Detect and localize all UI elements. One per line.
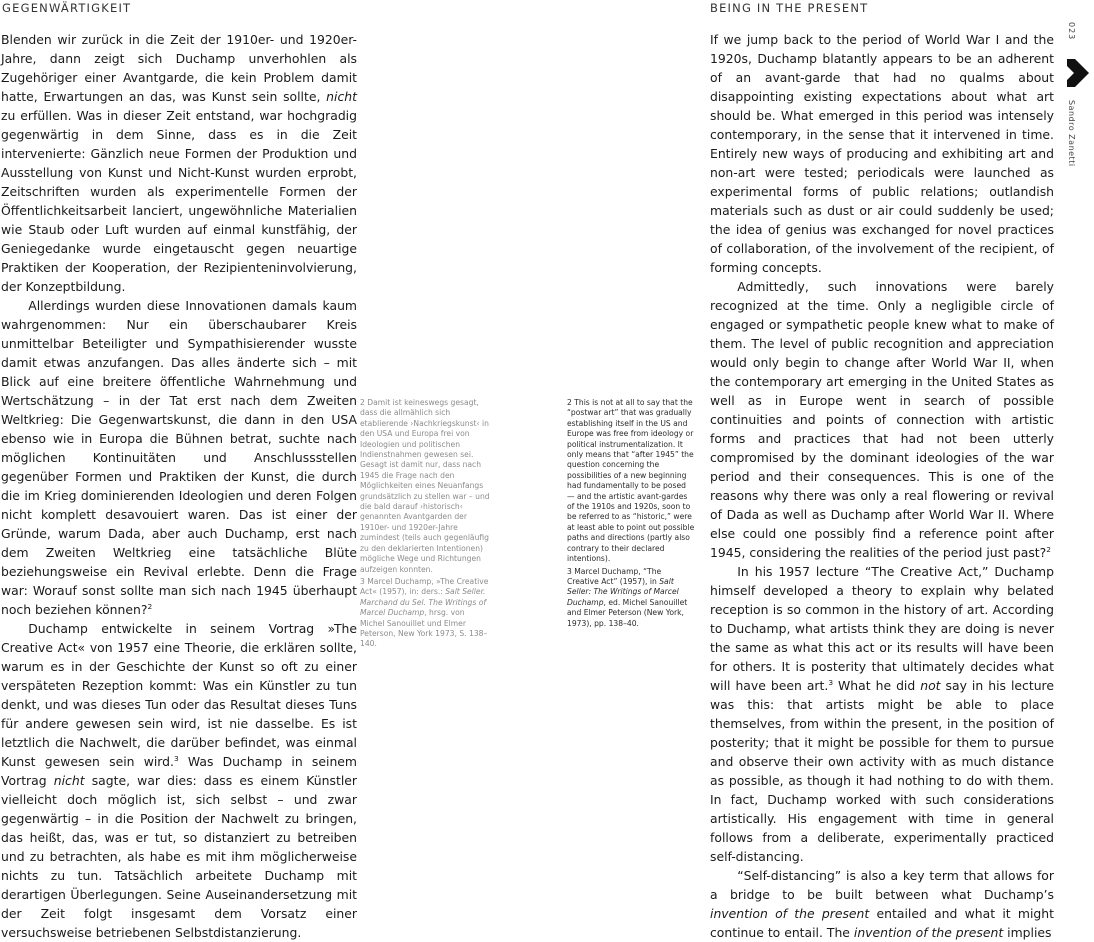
- footnote-ref: 3: [828, 677, 834, 687]
- author-name: Sandro Zanetti: [1067, 100, 1076, 167]
- english-text-column: [710, 30, 1054, 942]
- footnote-ref: 3: [173, 753, 179, 763]
- running-head-right: BEING IN THE PRESENT: [710, 1, 869, 15]
- footnote-ref: 2: [147, 601, 153, 611]
- paragraph: Admittedly, such innovations were barely recognized at the time. Only a negligible circle of engaged or sympathetic people knew what to make of them. The level of public recognition and appreciation would only begin to change after World War II, when the contemporary art emerging in the United States as well as in Europe went in search of possible continuities and points of connection with artistic forms and practices that had not been utterly compromised by the dominant ideologies of the war period and their consequences. This is one of the reasons why there was only a real flowering or revival of Dada as well as Duchamp after World War II. Where else could one possibly find a reference point after 1945, considering the realities of the period just past?$^2$: [710, 279, 1054, 560]
- paragraph: Blenden wir zurück in die Zeit der 1910er- und 1920er-Jahre, dann zeigt sich Duchamp unverhohlen als Zugehöriger einer Avantgarde, die kein Problem damit hatte, Erwartungen an das, was Kunst sein sollte, nicht zu erfüllen. Was in dieser Zeit entstand, war hochgradig gegenwärtig in dem Sinne, dass es in die Zeit intervenierte: Gänzlich neue Formen der Produktion und Ausstellung von Kunst und Nicht-Kunst wurden erprobt, Zeitschriften wurden als experimentelle Formen der Öffentlichkeitsarbeit lanciert, ungewöhnliche Materialien wie Staub oder Luft wurden auf einmal kunstfähig, der Geniegedanke wurde eingetauscht gegen neuartige Praktiken der Kooperation, der Rezipienteninvolvierung, der Konzeptbildung.: [1, 32, 357, 294]
- footnote: 3 Marcel Duchamp, »The Creative Act« (1957), in: ders.: Salt Seller. Marchand du Sel. The Writings of Marcel Duchamp, hrsg. von Michel Sanouillet und Elmer Peterson, New York 1973, S. 138–140.: [360, 576, 489, 649]
- footnote-ref: 2: [1046, 544, 1051, 554]
- german-text-column: [1, 30, 357, 942]
- paragraph: In his 1957 lecture “The Creative Act,” Duchamp himself developed a theory to explain why belated reception is so common in the history of art. According to Duchamp, what artists think they are doing is never the same as what this act or its results will have been for others. It is posterity that ultimately decides what will have been art.$^3$ What he did not say in his lecture was this: that artists might be able to place themselves, from within the present, in the position of posterity; that it might be possible for them to pursue and observe their own activity with as much distance as possible, as though it had nothing to do with them. In fact, Duchamp worked with such considerations artistically. His engagement with time in general follows from a deliberate, experimentally practiced self-distancing.: [710, 564, 1054, 864]
- paragraph: Duchamp entwickelte in seinem Vortrag »The Creative Act« von 1957 eine Theorie, die erklären sollte, warum es in der Geschichte der Kunst so oft zu einer verspäteten Rezeption kommt: Was ein Künstler zu tun denkt, und was dieses Tun oder das Resultat dieses Tuns für andere gewesen sein wird, ist nie dasselbe. Es ist letztlich die Nachwelt, die darüber befindet, was einmal Kunst gewesen sein wird.$^3$ Was Duchamp in seinem Vortrag nicht sagte, war dies: dass es einem Künstler vielleicht doch möglich ist, sich selbst – und zwar gegenwärtig – in die Position der Nachwelt zu bringen, das heißt, das, was er tut, so distanziert zu betreiben und zu betrachten, als habe es mit ihm möglicherweise nichts zu tun. Tatsächlich arbeitete Duchamp mit derartigen Überlegungen. Seine Auseinandersetzung mit der Zeit folgt insgesamt dem Vorsatz einer versuchsweise betriebenen Selbstdistanzierung.: [1, 621, 357, 940]
- paragraph: Allerdings wurden diese Innovationen damals kaum wahrgenommen: Nur ein überschaubarer Kreis unmittelbar Beteiligter und Sympathisierender wusste damit etwas anzufangen. Das alles änderte sich – mit Blick auf eine breitere öffentliche Wahrnehmung und Wertschätzung – in der Tat erst nach dem Zweiten Weltkrieg: Die Gegenwartskunst, die dann in den USA ebenso wie in Europa die Bühnen betrat, suchte nach möglichen Kontinuitäten und Anschlussstellen gegenüber Formen und Praktiken der Kunst, die durch die im Krieg dominierenden Ideologien und deren Folgen nicht komplett desavouiert waren. Das ist einer der Gründe, warum Dada, aber auch Duchamp, erst nach dem Zweiten Weltkrieg eine tatsächliche Blüte beziehungsweise ein Revival erlebte. Denn die Frage war: Worauf sonst sollte man sich nach 1945 überhaupt noch beziehen können?$^2$: [1, 298, 357, 617]
- paragraph: If we jump back to the period of World War I and the 1920s, Duchamp blatantly appears to be an adherent of an avant-garde that had no qualms about disappointing existing expectations about what art should be. What emerged in this period was intensely contemporary, in the sense that it intervened in time. Entirely new ways of producing and exhibiting art and non-art were tested; periodicals were launched as experimental forms of public relations; outlandish materials such as dust or air could suddenly be used; the idea of genius was exchanged for novel practices of collaboration, of the involvement of the recipient, of forming concepts.: [710, 32, 1054, 275]
- english-footnotes: [567, 398, 695, 631]
- german-footnotes: [360, 398, 490, 652]
- publisher-logo-icon: [1066, 58, 1090, 88]
- paragraph: “Self-distancing” is also a key term that allows for a bridge to be built between what Duchamp’s invention of the present entailed and what it might continue to entail. The invention of the present implies: [710, 868, 1054, 940]
- footnote: 2 Damit ist keineswegs gesagt, dass die allmählich sich etablierende ›Nachkriegskunst‹ in den USA und Europa frei von Ideologien und politischen Indienstnahmen gewesen sei. Gesagt ist damit nur, dass nach 1945 die Frage nach den Möglichkeiten eines Neuanfangs grundsätzlich zu stellen war – und die bald darauf ›historisch‹ genannten Avantgarden der 1910er- und 1920er-Jahre zumindest (teils auch gegenläufig zu den deklarierten Intentionen) mögliche Wege und Richtungen aufzeigen konnten.: [360, 398, 490, 574]
- footnote: 2 This is not at all to say that the “postwar art” that was gradually establishing itself in the US and Europe was free from ideology or political instrumentalization. It only means that “after 1945” the question concerning the possibilities of a new beginning had fundamentally to be posed — and the artistic avant-gardes of the 1910s and 1920s, soon to be referred to as “historic,” were at least able to point out possible paths and directions (partly also contrary to their declared intentions).: [567, 398, 695, 564]
- footnote: 3 Marcel Duchamp, “The Creative Act” (1957), in Salt Seller: The Writings of Marcel Duchamp, ed. Michel Sanouillet and Elmer Peterson (New York, 1973), pp. 138–40.: [567, 566, 688, 628]
- running-head-left: GEGENWÄRTIGKEIT: [2, 1, 132, 15]
- page-number: 023: [1067, 22, 1076, 41]
